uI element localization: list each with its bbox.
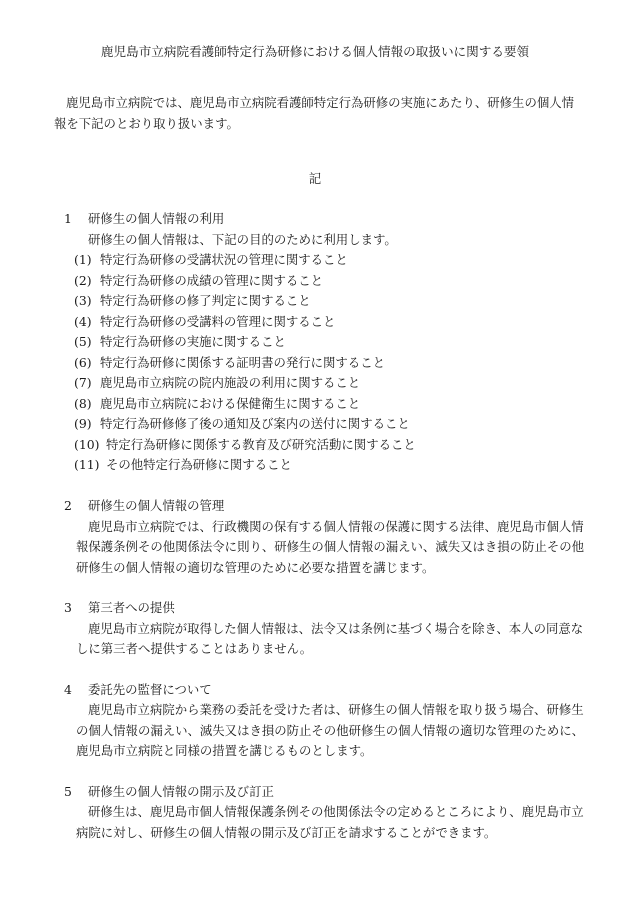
list-item-number: (11) bbox=[74, 457, 100, 472]
section-3-line-1: 鹿児島市立病院が取得した個人情報は、法令又は条例に基づく場合を除き、本人の同意な bbox=[88, 621, 584, 636]
list-item: 特定行為研修の修了判定に関すること bbox=[100, 293, 311, 308]
section-4-line-3: 鹿児島市立病院と同様の措置を講じるものとします。 bbox=[76, 743, 373, 758]
section-2-line-2: 報保護条例その他関係法令に則り、研修生の個人情報の漏えい、滅失又はき損の防止その他 bbox=[76, 539, 585, 554]
list-item-number: (5) bbox=[74, 334, 92, 349]
list-item: 特定行為研修の受講料の管理に関すること bbox=[100, 314, 336, 329]
list-item-number: (8) bbox=[74, 396, 92, 411]
list-item-number: (6) bbox=[74, 355, 92, 370]
section-3-heading: 第三者への提供 bbox=[88, 600, 175, 615]
list-item: 特定行為研修に関係する教育及び研究活動に関すること bbox=[106, 437, 416, 452]
section-3-number: 3 bbox=[64, 600, 72, 615]
section-4-heading: 委託先の監督について bbox=[88, 682, 212, 697]
section-1-number: 1 bbox=[64, 211, 72, 226]
section-2-number: 2 bbox=[64, 498, 72, 513]
list-item-number: (2) bbox=[74, 273, 92, 288]
intro-line-2: 報を下記のとおり取り扱います。 bbox=[54, 116, 239, 131]
section-5-line-2: 病院に対し、研修生の個人情報の開示及び訂正を請求することができます。 bbox=[76, 825, 497, 840]
list-item: 特定行為研修修了後の通知及び案内の送付に関すること bbox=[100, 416, 410, 431]
section-4-line-2: の個人情報の漏えい、滅失又はき損の防止その他研修生の個人情報の適切な管理のために、 bbox=[76, 723, 585, 738]
ki-heading: 記 bbox=[308, 171, 322, 186]
section-2-line-3: 研修生の個人情報の適切な管理のために必要な措置を講じます。 bbox=[76, 560, 435, 575]
section-5-number: 5 bbox=[64, 784, 72, 799]
list-item: その他特定行為研修に関すること bbox=[106, 457, 292, 472]
list-item-number: (4) bbox=[74, 314, 92, 329]
list-item: 特定行為研修の成績の管理に関すること bbox=[100, 273, 324, 288]
list-item-number: (10) bbox=[74, 437, 100, 452]
list-item-number: (1) bbox=[74, 252, 92, 267]
section-1-heading: 研修生の個人情報の利用 bbox=[88, 211, 225, 226]
intro-line-1: 鹿児島市立病院では、鹿児島市立病院看護師特定行為研修の実施にあたり、研修生の個人情 bbox=[66, 95, 575, 110]
section-3-line-2: しに第三者へ提供することはありません。 bbox=[76, 641, 313, 656]
list-item: 鹿児島市立病院における保健衛生に関すること bbox=[100, 396, 361, 411]
list-item-number: (7) bbox=[74, 375, 92, 390]
list-item: 特定行為研修の受講状況の管理に関すること bbox=[100, 252, 348, 267]
section-1-lead: 研修生の個人情報は、下記の目的のために利用します。 bbox=[88, 232, 397, 247]
list-item: 鹿児島市立病院の院内施設の利用に関すること bbox=[100, 375, 361, 390]
section-5-line-1: 研修生は、鹿児島市個人情報保護条例その他関係法令の定めるところにより、鹿児島市立 bbox=[88, 804, 584, 819]
list-item-number: (9) bbox=[74, 416, 92, 431]
section-5-heading: 研修生の個人情報の開示及び訂正 bbox=[88, 784, 274, 799]
section-2-heading: 研修生の個人情報の管理 bbox=[88, 498, 225, 513]
section-2-line-1: 鹿児島市立病院では、行政機関の保有する個人情報の保護に関する法律、鹿児島市個人情 bbox=[88, 519, 584, 534]
list-item: 特定行為研修に関係する証明書の発行に関すること bbox=[100, 355, 385, 370]
section-4-line-1: 鹿児島市立病院から業務の委託を受けた者は、研修生の個人情報を取り扱う場合、研修生 bbox=[88, 702, 584, 717]
section-4-number: 4 bbox=[64, 682, 72, 697]
list-item-number: (3) bbox=[74, 293, 92, 308]
list-item: 特定行為研修の実施に関すること bbox=[100, 334, 286, 349]
document-title: 鹿児島市立病院看護師特定行為研修における個人情報の取扱いに関する要領 bbox=[100, 44, 530, 59]
